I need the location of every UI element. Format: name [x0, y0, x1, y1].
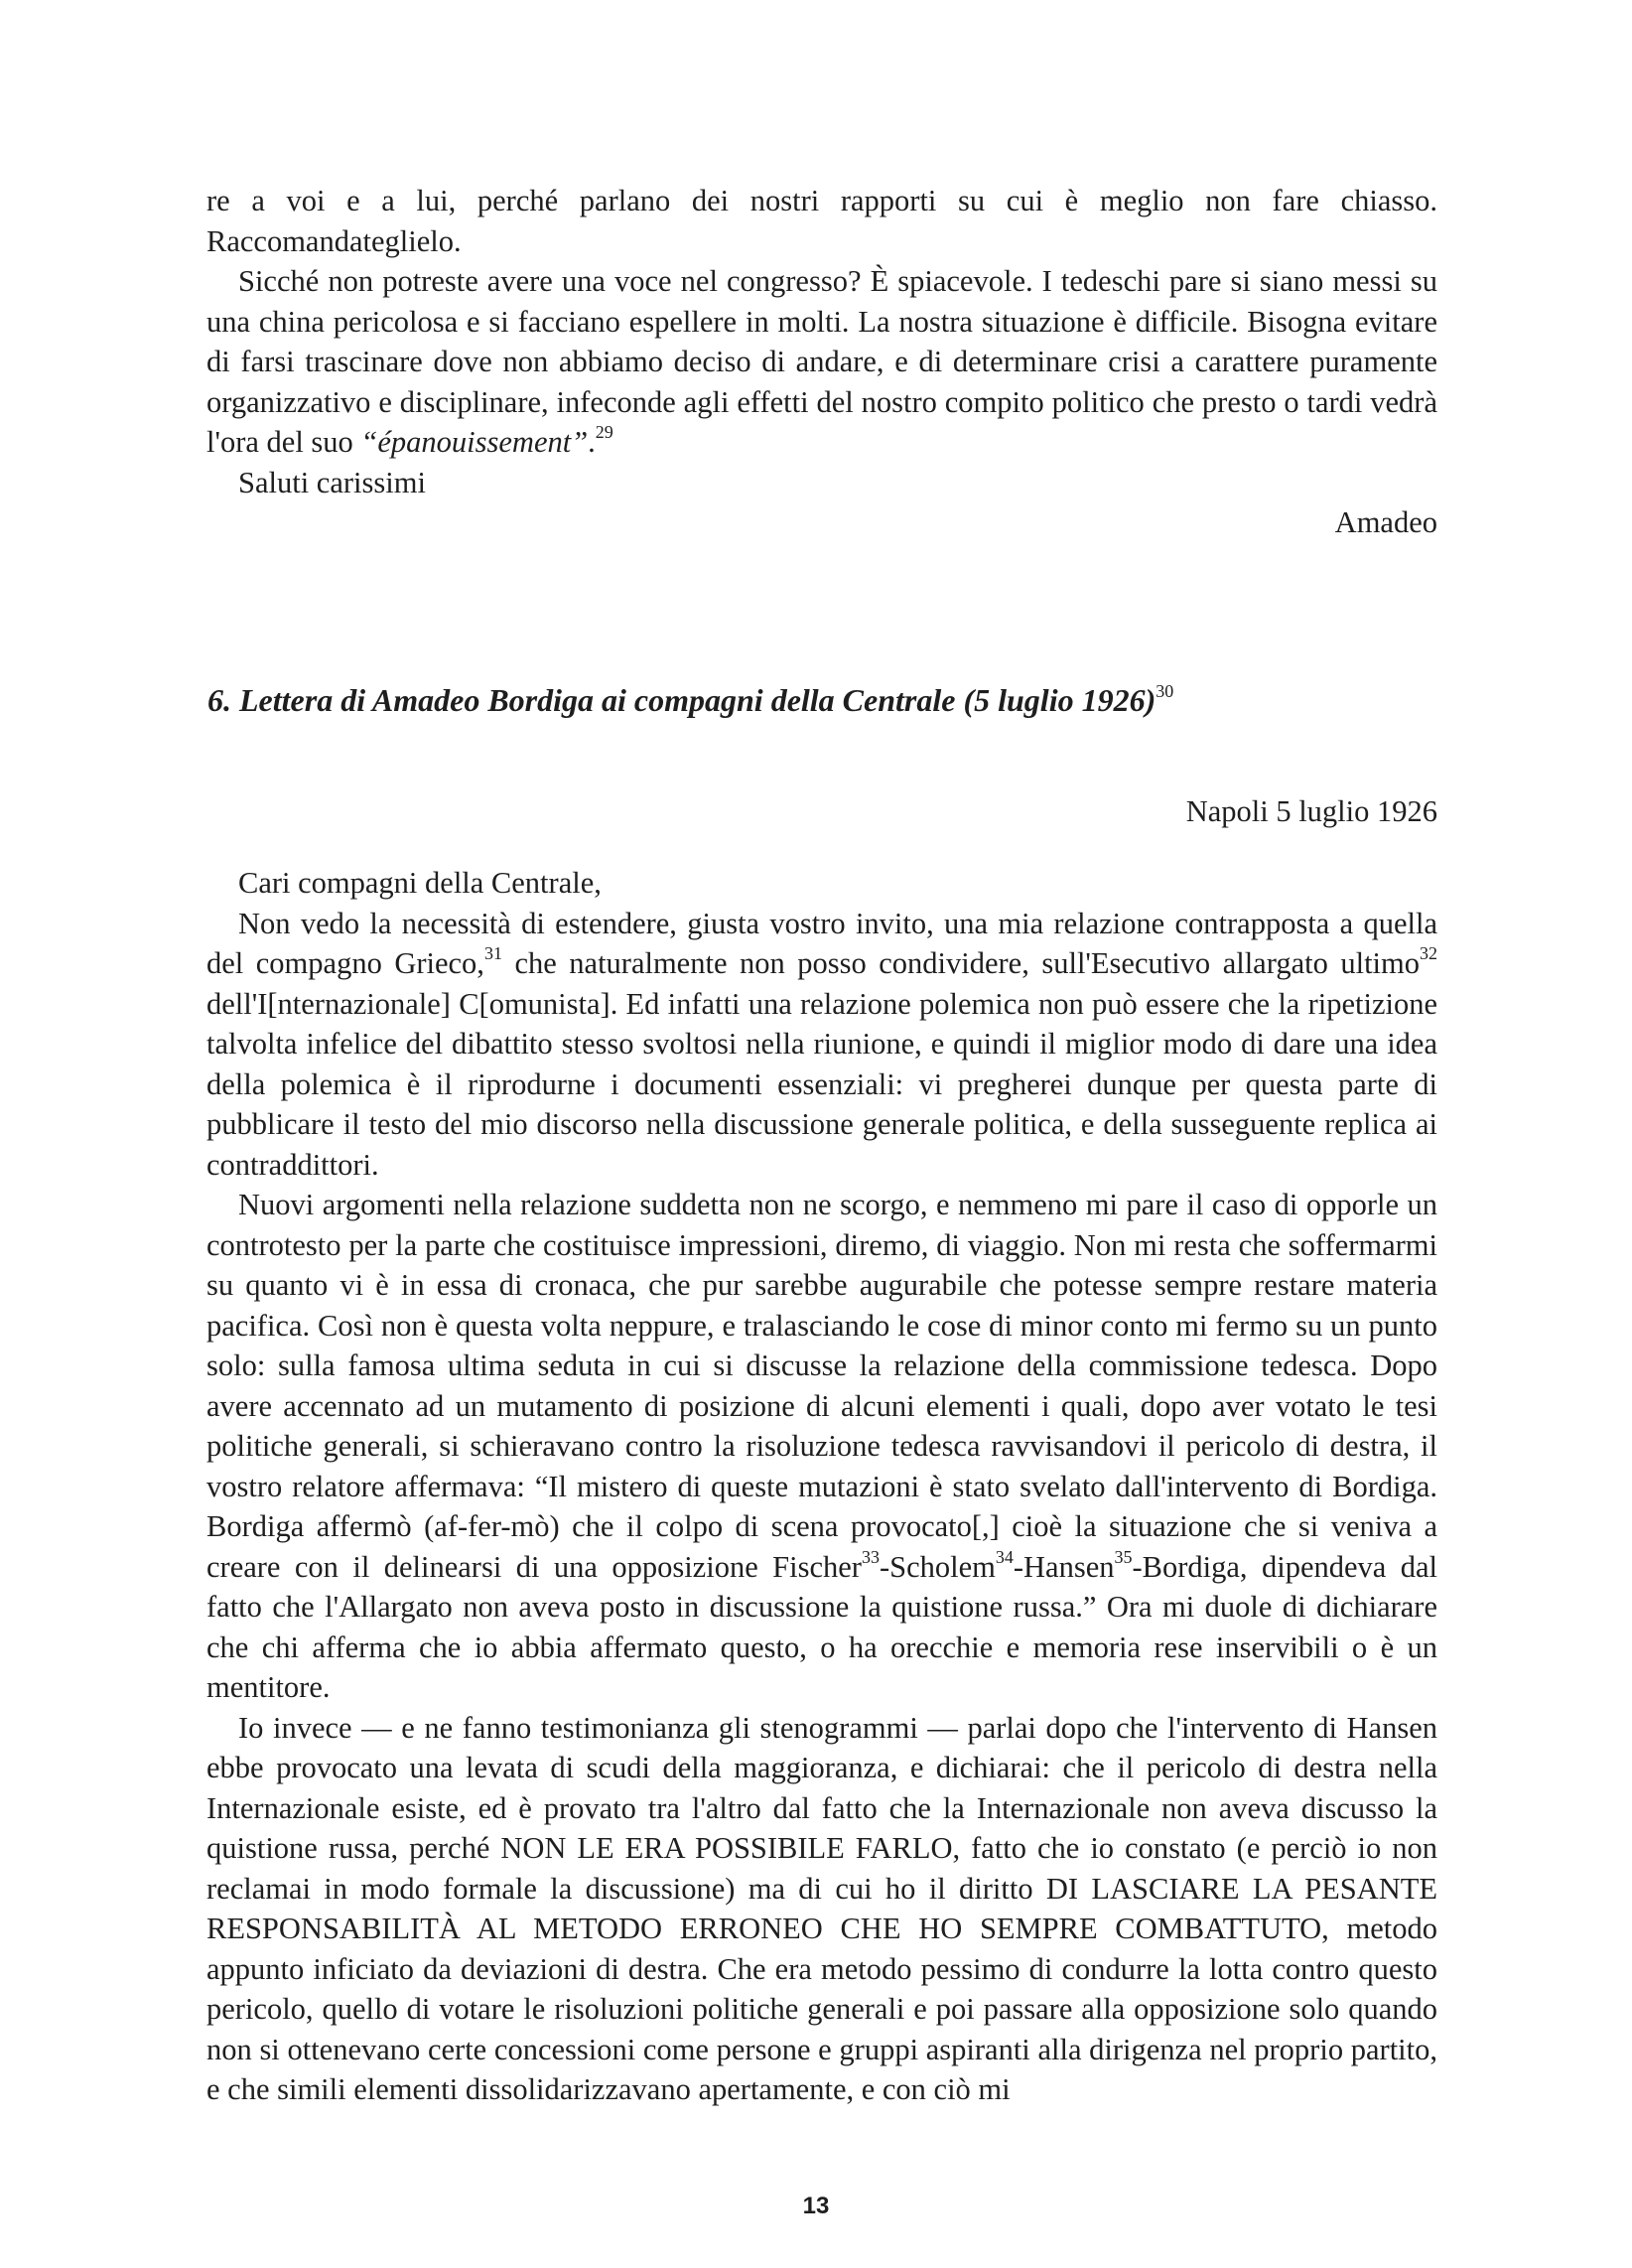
- letter-signature: Amadeo: [1334, 505, 1437, 539]
- body-paragraph-2-part-b: -Scholem: [879, 1549, 996, 1584]
- body-paragraph-1-part-c: dell'I[nternazionale] C[omunista]. Ed infatti una relazione polemica non può essere che la ripetizione talvolta infelice del dibattito stesso svoltosi nella riunione, e quindi il miglior modo di dare una idea della polemica è il riprodurne i documenti essenziali: vi pregherei dunque per questa parte di pubblicare il testo del mio discorso nella discussione generale politica, e della susseguente replica ai contraddittori.: [206, 986, 1437, 1182]
- footnote-ref-34: 34: [995, 1546, 1014, 1567]
- footnote-ref-30: 30: [1156, 680, 1174, 701]
- body-paragraph-1-part-b: che naturalmente non posso condividere, sull'Esecutivo allargato ultimo: [501, 946, 1420, 980]
- place-date: Napoli 5 luglio 1926: [1185, 793, 1437, 828]
- body-paragraph-3: Io invece — e ne fanno testimonianza gli stenogrammi — parlai dopo che l'intervento di Hansen ebbe provocato una levata di scudi della maggioranza, e dichiarai: che il pericolo di destra nella Internazionale esiste, ed è provato tra l'altro dal fatto che la Internazionale non aveva discusso la quistione russa, perché NON LE ERA POSSIBILE FARLO, fatto che io constato (e perciò io non reclamai in modo formale la discussione) ma di cui ho il diritto DI LASCIARE LA PESANTE RESPONSABILITÀ AL METODO ERRONEO CHE HO SEMPRE COMBATTUTO, metodo appunto inficiato da deviazioni di destra. Che era metodo pessimo di condurre la lotta contro questo pericolo, quello di votare le risoluzioni politiche generali e poi passare alla opposizione solo quando non si ottenevano certe concessioni come persone e gruppi aspiranti alla dirigenza nel proprio partito, e che simili elementi dissolidarizzavano apertamente, e con ciò mi: [206, 1710, 1437, 2106]
- letter-tail-paragraph: re a voi e a lui, perché parlano dei nostri rapporti su cui è meglio non fare chiasso. Raccomandateglielo.: [206, 184, 1437, 258]
- page-content: [206, 181, 1437, 2110]
- body-paragraph-1-part-a: Non vedo la necessità di estendere, giusta vostro invito, una mia relazione contrapposta a quella del compagno Grieco,: [206, 906, 1437, 980]
- body-paragraph-2: [206, 1185, 1437, 1708]
- letter-tail-italic-word: “épanouissement”: [360, 425, 589, 459]
- footnote-ref-29: 29: [595, 422, 613, 442]
- letter-tail-paragraph-2-text: Sicché non potreste avere una voce nel congresso? È spiacevole. I tedeschi pare si siano messi su una china pericolosa e si facciano espellere in molti. La nostra situazione è difficile. Bisogna evitare di farsi trascinare dove non abbiamo deciso di andare, e di determinare crisi a carattere puramente organizzativo e disciplinare, infeconde agli effetti del nostro compito politico che presto o tardi vedrà l'ora del suo: [206, 264, 1437, 459]
- footnote-ref-35: 35: [1114, 1546, 1133, 1567]
- section-heading-text: 6. Lettera di Amadeo Bordiga ai compagni della Centrale (5 luglio 1926): [207, 681, 1156, 718]
- body-paragraph-2-part-c: -Hansen: [1013, 1549, 1115, 1584]
- letter-closing: Saluti carissimi: [238, 465, 426, 499]
- footnote-ref-33: 33: [861, 1546, 880, 1567]
- section-heading: [206, 680, 1437, 720]
- letter-tail-paragraph-2-end: .: [588, 425, 596, 459]
- body-paragraph-1: [206, 904, 1437, 1186]
- letter-tail-paragraph-2: [206, 261, 1437, 463]
- body-paragraph-2-part-a: Nuovi argomenti nella relazione suddetta non ne scorgo, e nemmeno mi pare il caso di opporle un controtesto per la parte che costituisce impressioni, diremo, di viaggio. Non mi resta che soffermarmi su quanto vi è in essa di cronaca, che pur sarebbe augurabile che potesse sempre restare materia pacifica. Così non è questa volta neppure, e tralasciando le cose di minor conto mi fermo su un punto solo: sulla famosa ultima seduta in cui si discusse la relazione della commissione tedesca. Dopo avere accennato ad un mutamento di posizione di alcuni elementi i quali, dopo aver votato le tesi politiche generali, si schieravano contro la risoluzione tedesca ravvisandovi il pericolo di destra, il vostro relatore affermava: “Il mistero di queste mutazioni è stato svelato dall'intervento di Bordiga. Bordiga affermò (af-fer-mò) che il colpo di scena provocato[,] cioè la situazione che si veniva a creare con il delinearsi di una opposizione Fischer: [206, 1188, 1437, 1584]
- salutation: Cari compagni della Centrale,: [238, 866, 602, 900]
- footnote-ref-31: 31: [483, 943, 502, 963]
- body-paragraph-2-part-d: -Bordiga, dipendeva dal fatto che l'Allargato non aveva posto in discussione la quistione russa.” Ora mi duole di dichiarare che chi afferma che io abbia affermato questo, o ha orecchie e memoria rese inservibili o è un mentitore.: [206, 1549, 1437, 1704]
- footnote-ref-32: 32: [1420, 943, 1437, 963]
- page-number: 13: [802, 2193, 830, 2219]
